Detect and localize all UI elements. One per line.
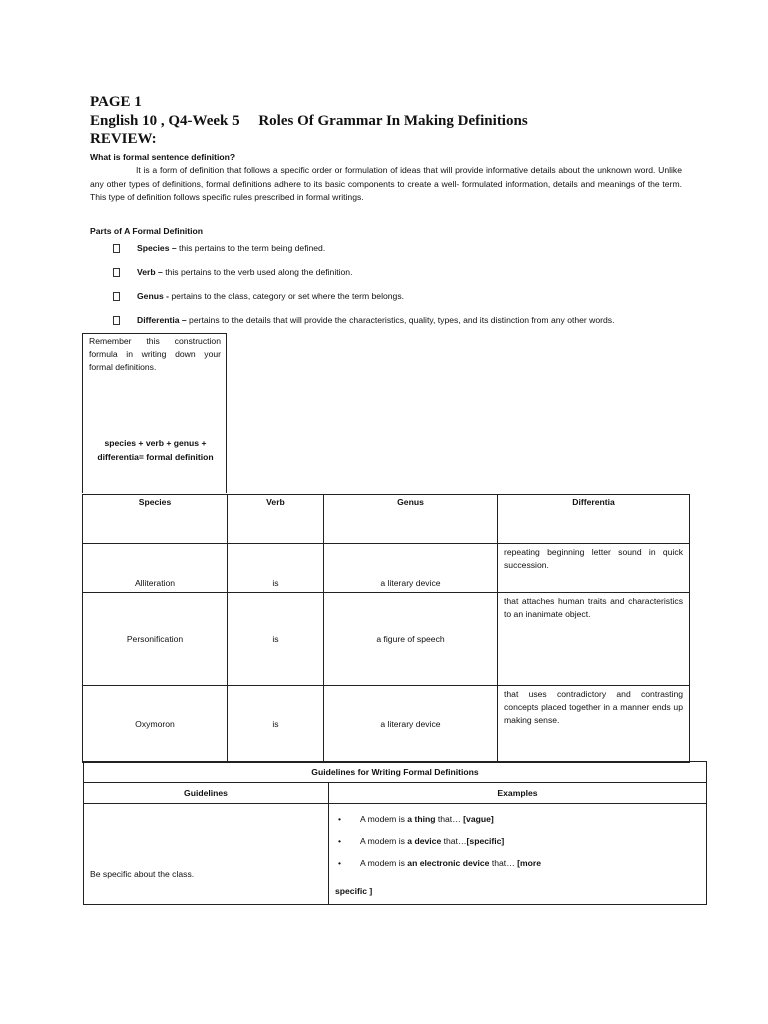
example-post: that… <box>489 858 518 868</box>
formula-box <box>82 333 227 493</box>
table-header-row <box>83 495 690 544</box>
cell-verb: is <box>228 593 324 686</box>
example-item <box>335 852 700 874</box>
cell-species: Personification <box>83 593 228 686</box>
example-tail: specific ] <box>335 886 373 896</box>
table-row <box>83 686 690 763</box>
part-item-differentia <box>113 315 615 325</box>
part-term: Differentia – <box>137 315 187 325</box>
formula-equation <box>83 436 228 464</box>
guidelines-title: Guidelines for Writing Formal Definitions <box>84 762 707 783</box>
bullet-icon: • <box>338 814 342 824</box>
cell-verb: is <box>228 686 324 763</box>
example-bold: a thing <box>407 814 436 824</box>
header-genus: Genus <box>324 495 498 544</box>
guidelines-title-row <box>84 762 707 783</box>
bullet-icon: • <box>338 858 342 868</box>
formula-equation-line1: species + verb + genus + <box>104 438 207 448</box>
cell-verb: is <box>228 544 324 593</box>
part-desc: this pertains to the verb used along the definition. <box>162 267 353 277</box>
example-pre: A modem is <box>360 858 408 868</box>
table-row <box>84 804 707 905</box>
bullet-icon: • <box>338 836 342 846</box>
example-post: that… <box>441 836 467 846</box>
part-desc: pertains to the details that will provide the characteristics, quality, types, and its distinction from any other words. <box>186 315 615 325</box>
checkbox-icon <box>113 292 120 301</box>
header-verb: Verb <box>228 495 324 544</box>
header-guidelines: Guidelines <box>84 783 329 804</box>
part-item-species <box>113 243 325 253</box>
example-tag: [specific] <box>466 836 505 846</box>
examples-cell <box>329 804 707 905</box>
cell-species: Oxymoron <box>83 686 228 763</box>
formula-note: Remember this construction formula in writing down your formal definitions. <box>89 336 221 372</box>
cell-differentia: repeating beginning letter sound in quick succession. <box>498 544 690 593</box>
question-body: It is a form of definition that follows a specific order or formulation of ideas that will provide informative details about the unknown word. Unlike any other types of definitions, formal definitions adhere to its basic components to create a well- formulated information, details and meanings of the term. This type of definition follows specific rules prescribed in formal writings. <box>90 165 682 202</box>
cell-differentia: that uses contradictory and contrasting concepts placed together in a manner ends up making sense. <box>498 686 690 763</box>
header-examples: Examples <box>329 783 707 804</box>
part-term: Species – <box>137 243 177 253</box>
course-title: English 10 , Q4-Week 5 Roles Of Grammar In Making Definitions <box>90 113 528 129</box>
guidelines-header-row <box>84 783 707 804</box>
part-term: Verb – <box>137 267 163 277</box>
part-desc: this pertains to the term being defined. <box>176 243 326 253</box>
guidelines-table <box>83 761 707 905</box>
question-title: What is formal sentence definition? <box>90 152 236 162</box>
review-heading: REVIEW: <box>90 131 157 147</box>
checkbox-icon <box>113 244 120 253</box>
checkbox-icon <box>113 268 120 277</box>
table-row <box>83 593 690 686</box>
example-pre: A modem is <box>360 814 408 824</box>
example-item <box>335 830 700 852</box>
example-bold: an electronic device <box>407 858 490 868</box>
example-pre: A modem is <box>360 836 408 846</box>
cell-species: Alliteration <box>83 544 228 593</box>
guideline-cell: Be specific about the class. <box>84 804 329 905</box>
example-post: that… <box>435 814 464 824</box>
cell-genus: a literary device <box>324 544 498 593</box>
cell-genus: a literary device <box>324 686 498 763</box>
header-differentia: Differentia <box>498 495 690 544</box>
formula-equation-line2: differentia= formal definition <box>97 452 214 462</box>
part-item-genus <box>113 291 404 301</box>
page-label: PAGE 1 <box>90 94 142 110</box>
example-tag: [more <box>517 858 542 868</box>
cell-differentia: that attaches human traits and characteristics to an inanimate object. <box>498 593 690 686</box>
table-row <box>83 544 690 593</box>
cell-genus: a figure of speech <box>324 593 498 686</box>
part-term: Genus - <box>137 291 169 301</box>
checkbox-icon <box>113 316 120 325</box>
example-item <box>335 808 700 830</box>
definition-table <box>82 494 690 763</box>
part-item-verb <box>113 267 352 277</box>
parts-title: Parts of A Formal Definition <box>90 226 203 236</box>
part-desc: pertains to the class, category or set where the term belongs. <box>169 291 405 301</box>
header-species: Species <box>83 495 228 544</box>
example-tag: [vague] <box>463 814 494 824</box>
example-bold: a device <box>407 836 442 846</box>
